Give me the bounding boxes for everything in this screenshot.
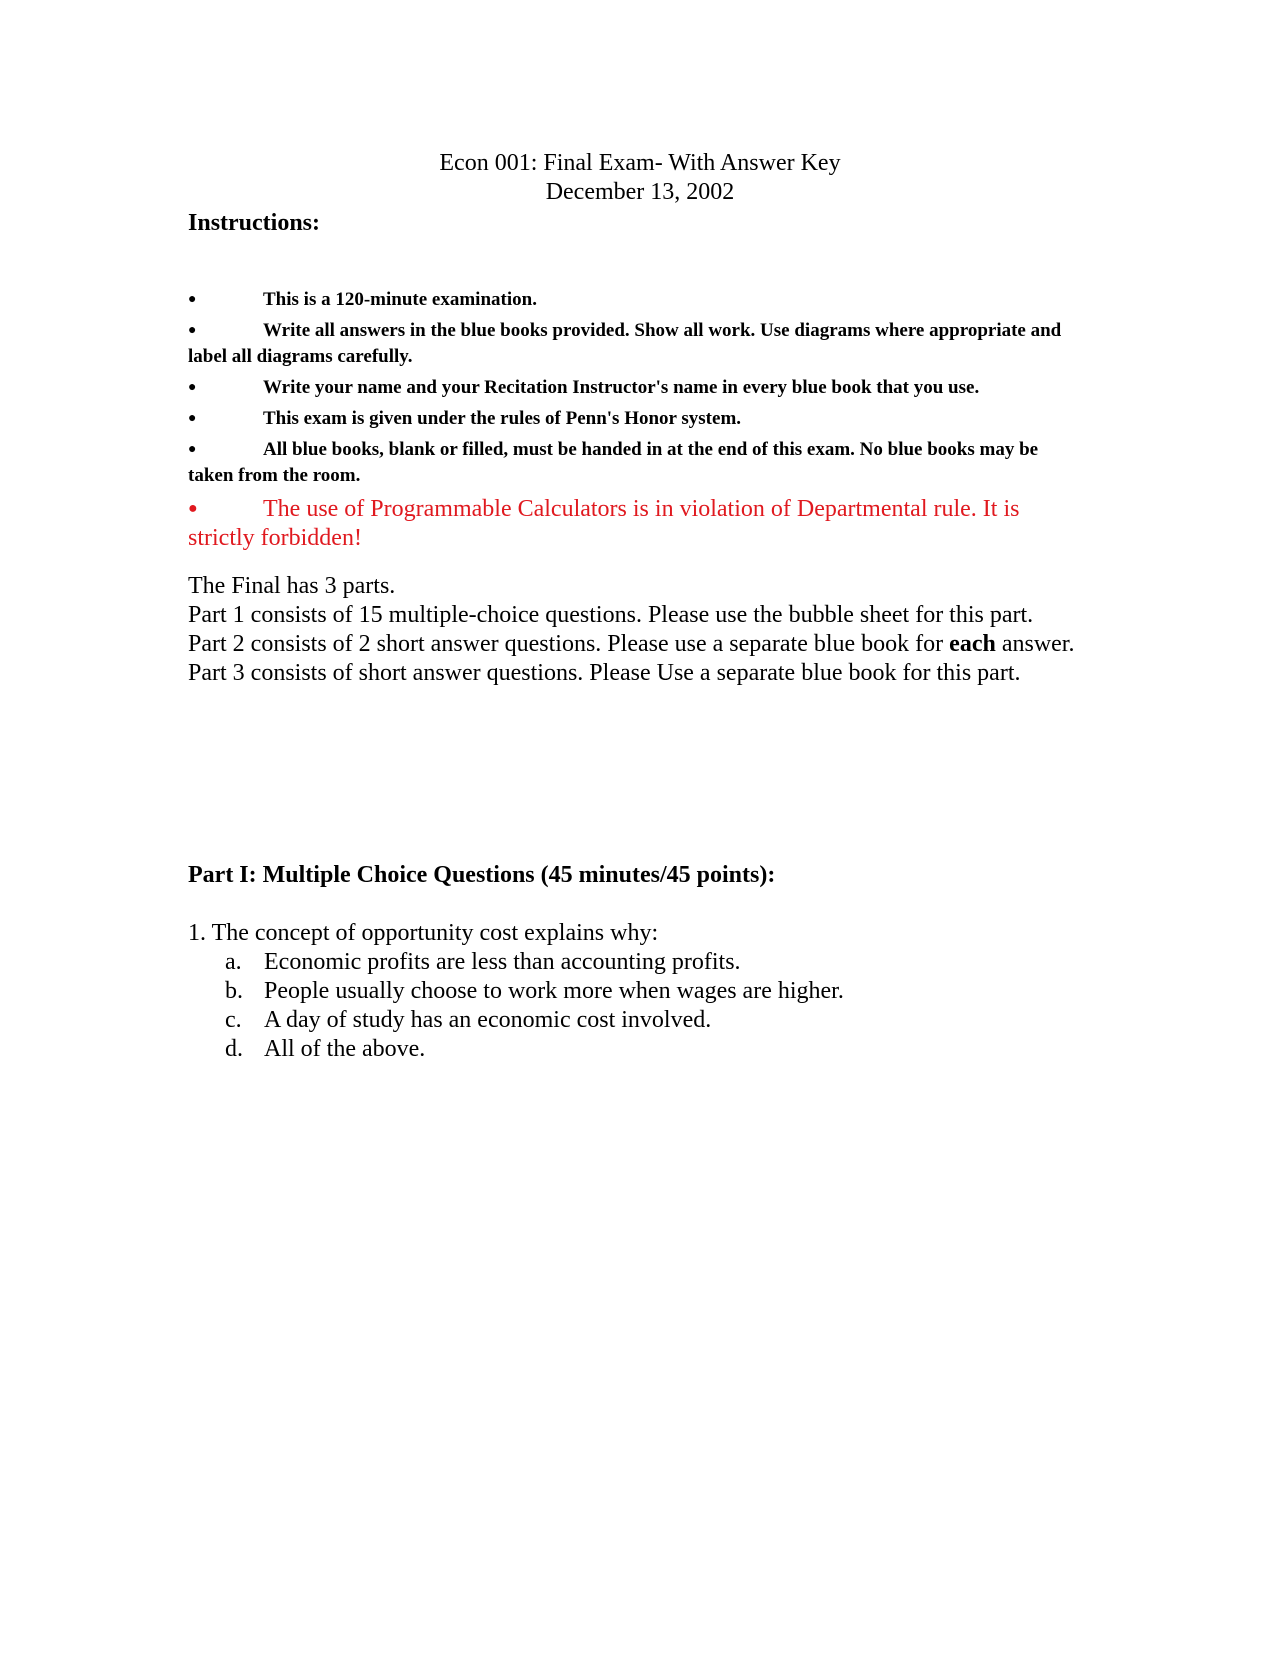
instruction-text: This exam is given under the rules of Penn's Honor system. — [263, 408, 742, 429]
option-a — [188, 948, 1088, 977]
option-d — [188, 1035, 1088, 1064]
bullet-icon: ● — [188, 292, 197, 307]
part2-description — [188, 630, 1088, 659]
instruction-item — [188, 437, 1068, 489]
exam-title: Econ 001: Final Exam- With Answer Key — [439, 150, 841, 176]
title-block — [0, 149, 1280, 207]
option-c — [188, 1006, 1088, 1035]
exam-date: December 13, 2002 — [545, 179, 735, 205]
instruction-text: This is a 120-minute examination. — [263, 289, 537, 310]
bullet-icon: ● — [188, 411, 197, 426]
bullet-icon: ● — [188, 323, 197, 338]
option-letter: d. — [225, 1036, 243, 1062]
option-text: A day of study has an economic cost involved. — [264, 1007, 712, 1033]
bullet-icon: ● — [188, 380, 197, 395]
option-letter: b. — [225, 978, 243, 1004]
parts-overview — [188, 572, 1088, 688]
option-letter: c. — [225, 1007, 242, 1033]
option-letter: a. — [225, 949, 242, 975]
part2-emphasis: each — [949, 631, 996, 657]
question-1 — [188, 919, 1088, 1064]
instruction-item — [188, 375, 1068, 401]
calculator-warning — [188, 494, 1068, 553]
bullet-icon: ● — [188, 500, 198, 517]
question-stem: 1. The concept of opportunity cost explains why: — [188, 920, 659, 946]
option-text: People usually choose to work more when wages are higher. — [264, 978, 844, 1004]
instructions-heading: Instructions: — [188, 210, 321, 236]
instructions-list — [188, 287, 1068, 558]
instruction-text: Write all answers in the blue books provided. Show all work. Use diagrams where appropriate and label all diagrams carefully. — [188, 320, 1062, 367]
instruction-text: Write your name and your Recitation Instructor's name in every blue book that you use. — [263, 377, 980, 398]
instruction-item — [188, 287, 1068, 313]
option-text: All of the above. — [264, 1036, 426, 1062]
option-text: Economic profits are less than accounting profits. — [264, 949, 741, 975]
option-b — [188, 977, 1088, 1006]
part3-description: Part 3 consists of short answer questions. Please Use a separate blue book for this part. — [188, 660, 1021, 686]
answer-options — [188, 948, 1088, 1064]
warning-text: The use of Programmable Calculators is in violation of Departmental rule. It is strictly forbidden! — [188, 496, 1020, 551]
part2-text-before: Part 2 consists of 2 short answer questions. Please use a separate blue book for — [188, 631, 950, 657]
instruction-item — [188, 406, 1068, 432]
instruction-item — [188, 318, 1068, 370]
part1-description: Part 1 consists of 15 multiple-choice questions. Please use the bubble sheet for this part. — [188, 602, 1034, 628]
bullet-icon: ● — [188, 442, 197, 457]
parts-intro: The Final has 3 parts. — [188, 573, 396, 599]
instruction-text: All blue books, blank or filled, must be handed in at the end of this exam. No blue books may be taken from the room. — [188, 439, 1039, 486]
part2-text-after: answer. — [995, 631, 1075, 657]
part1-heading: Part I: Multiple Choice Questions (45 minutes/45 points): — [188, 862, 776, 888]
